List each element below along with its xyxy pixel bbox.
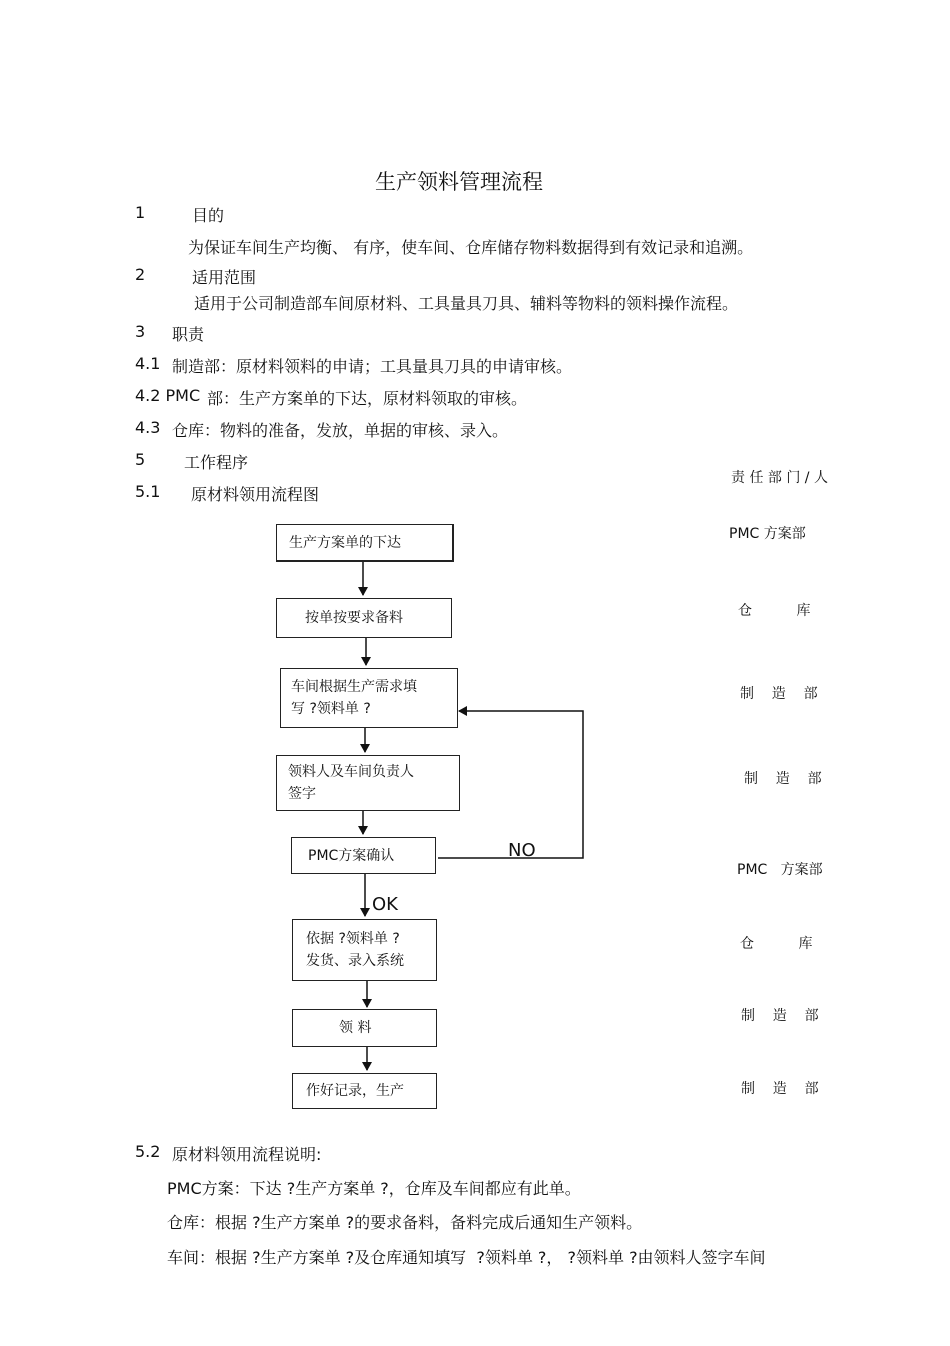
flow-step-6-responsible: 仓 库	[740, 936, 813, 952]
page-title: 生产领料管理流程	[375, 170, 543, 194]
section-3-heading: 职责	[172, 325, 205, 344]
flow-step-4	[276, 755, 460, 811]
flow-step-8-label: 作好记录，生产	[306, 1083, 404, 1099]
flow-step-5-responsible: PMC 方案部	[737, 862, 823, 878]
section-5-2-number: 5.2	[135, 1142, 161, 1161]
section-3-number: 3	[135, 322, 146, 341]
flow-step-7	[292, 1009, 437, 1047]
section-5-heading: 工作程序	[184, 453, 249, 472]
section-4-3-text: 仓库：物料的准备，发放，单据的审核、录入。	[172, 421, 509, 440]
flow-step-3-responsible: 制 造 部	[740, 686, 818, 702]
flow-step-5-label: PMC方案确认	[308, 847, 395, 864]
flow-step-2-responsible: 仓 库	[738, 603, 811, 619]
section-4-1-text: 制造部：原材料领料的申请；工具量具刀具的申请审核。	[172, 357, 573, 376]
explanation-line-workshop: 车间：根据 ?生产方案单 ?及仓库通知填写 ?领料单 ?， ?领料单 ?由领料人签字车间	[167, 1248, 766, 1267]
section-1-number: 1	[135, 203, 146, 222]
section-4-3-number: 4.3	[135, 418, 161, 437]
section-4-2-number: 4.2 PMC	[135, 386, 201, 405]
no-label: NO	[508, 840, 536, 861]
section-5-1-heading: 原材料领用流程图	[191, 485, 320, 504]
ok-label: OK	[372, 894, 398, 915]
flow-step-3-label: 车间根据生产需求填 写 ?领料单 ?	[291, 679, 417, 717]
flow-step-4-label: 领料人及车间负责人 签字	[288, 764, 414, 802]
section-2-heading: 适用范围	[192, 268, 257, 287]
section-5-1-number: 5.1	[135, 482, 161, 501]
flow-step-3	[280, 668, 458, 728]
flow-step-2-label: 按单按要求备料	[305, 610, 403, 626]
flow-step-1-label: 生产方案单的下达	[289, 534, 401, 551]
flow-step-5	[291, 837, 436, 874]
flow-step-8	[292, 1073, 437, 1109]
section-4-2-text: 部：生产方案单的下达，原材料领取的审核。	[207, 389, 528, 408]
section-1-text: 为保证车间生产均衡、 有序，使车间、仓库储存物料数据得到有效记录和追溯。	[188, 238, 754, 257]
flow-step-6	[292, 919, 437, 981]
flow-step-1	[276, 524, 454, 562]
section-1-heading: 目的	[192, 206, 225, 225]
section-2-text: 适用于公司制造部车间原材料、工具量具刀具、辅料等物料的领料操作流程。	[194, 294, 739, 313]
explanation-line-warehouse: 仓库：根据 ?生产方案单 ?的要求备料，备料完成后通知生产领料。	[167, 1213, 643, 1232]
section-2-number: 2	[135, 265, 146, 284]
responsibility-header: 责 任 部 门 / 人	[731, 470, 828, 486]
flow-step-7-responsible: 制 造 部	[741, 1008, 819, 1024]
section-5-number: 5	[135, 450, 146, 469]
section-4-1-number: 4.1	[135, 354, 161, 373]
flow-step-4-responsible: 制 造 部	[744, 771, 822, 787]
flow-step-7-label: 领 料	[339, 1020, 372, 1036]
section-5-2-heading: 原材料领用流程说明:	[172, 1145, 322, 1164]
flow-step-1-responsible: PMC 方案部	[729, 526, 806, 542]
flow-step-6-label: 依据 ?领料单 ? 发货、录入系统	[306, 931, 404, 969]
flow-step-8-responsible: 制 造 部	[741, 1081, 819, 1097]
explanation-line-pmc: PMC方案：下达 ?生产方案单 ?，仓库及车间都应有此单。	[167, 1179, 581, 1198]
flow-step-2	[276, 598, 452, 638]
